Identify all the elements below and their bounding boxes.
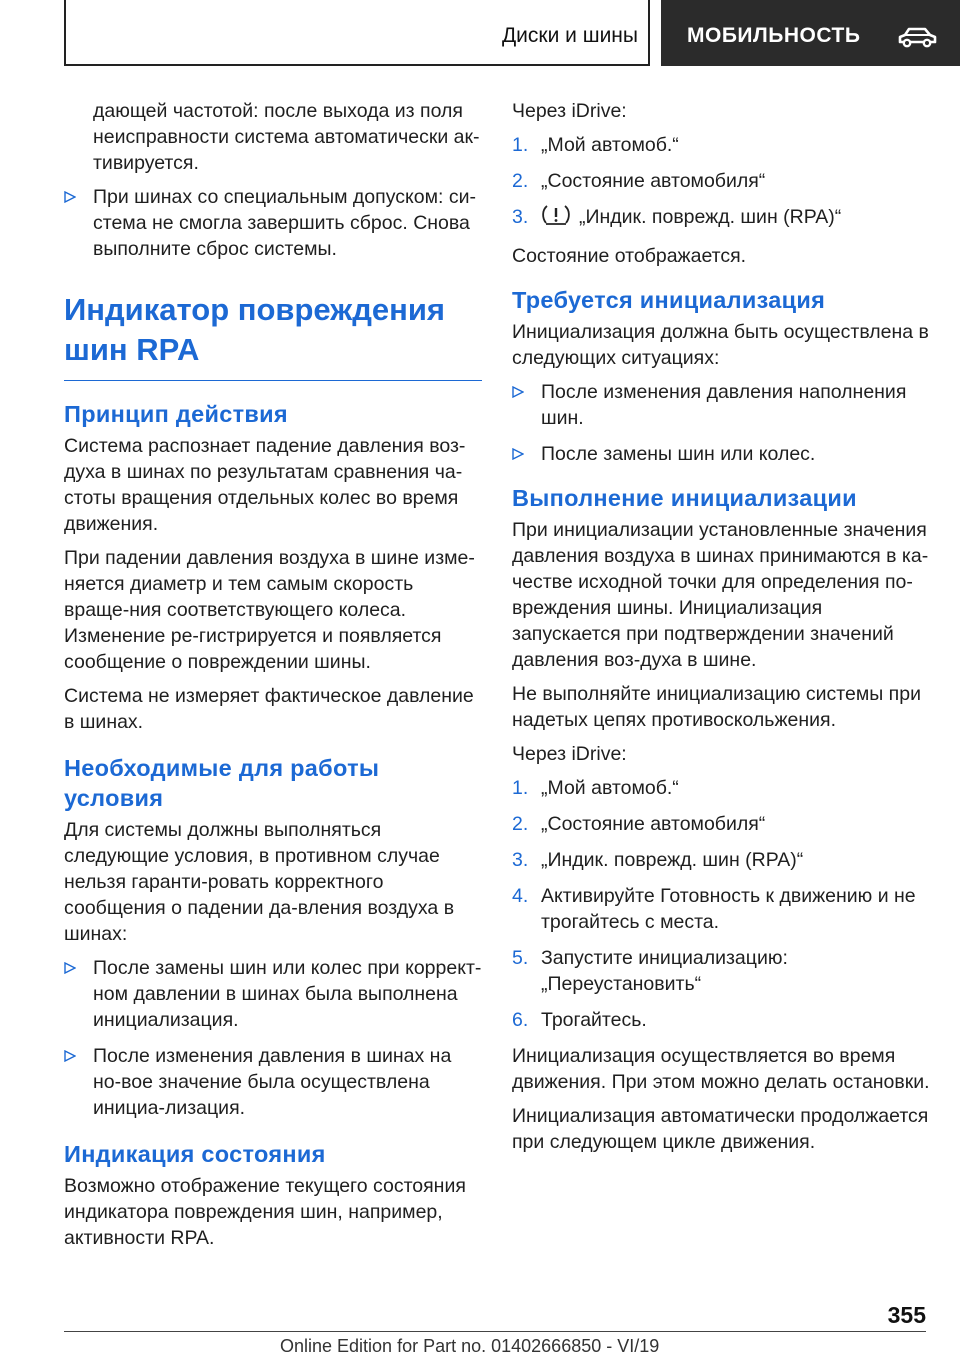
step-item bbox=[512, 775, 932, 801]
car-icon bbox=[896, 26, 938, 53]
step-item bbox=[512, 132, 932, 158]
step-text: „Мой автомоб.“ bbox=[541, 777, 679, 799]
step-text: „Состояние автомобиля“ bbox=[541, 170, 766, 192]
heading-init-required: Требуется инициализация bbox=[512, 287, 826, 313]
step-text: Активируйте Готовность к движению и не трогайтесь с места. bbox=[541, 885, 916, 933]
step-text: Запустите инициализацию: „Переустановить“ bbox=[541, 947, 788, 995]
paragraph: При падении давления воздуха в шине изме-няется диаметр и тем самым скорость враще-ния соответствующего колеса. Изменение ре-гистрируется и появляется сообщение о повреждении шины. bbox=[64, 547, 475, 673]
footer-divider bbox=[64, 1331, 926, 1332]
heading-perform-init: Выполнение инициализации bbox=[512, 485, 857, 511]
list-item-text: После изменения давления в шинах на но-вое значение была осуществлена инициа-лизация. bbox=[93, 1045, 452, 1119]
step-text: „Индик. поврежд. шин (RPA)“ bbox=[541, 849, 804, 871]
step-item bbox=[512, 945, 932, 997]
step-number: 4. bbox=[512, 885, 529, 907]
left-column bbox=[64, 98, 482, 1259]
step-item bbox=[512, 168, 932, 194]
paragraph: Через iDrive: bbox=[512, 100, 627, 122]
heading-conditions: Необходимые для работы условия bbox=[64, 755, 380, 811]
step-number: 1. bbox=[512, 777, 529, 799]
paragraph: Возможно отображение текущего состояния индикатора повреждения шин, например, активности RPA. bbox=[64, 1175, 466, 1249]
list-item bbox=[64, 955, 482, 1033]
list-item bbox=[512, 441, 932, 467]
step-number: 2. bbox=[512, 170, 529, 192]
intro-continuation: дающей частотой: после выхода из поля неисправности система автоматически ак-тивируется. bbox=[93, 100, 480, 174]
paragraph: Через iDrive: bbox=[512, 743, 627, 765]
heading-status: Индикация состояния bbox=[64, 1141, 326, 1167]
page-title: Индикатор повреждения шин RPA bbox=[64, 290, 482, 381]
paragraph: Инициализация осуществляется во время движения. При этом можно делать остановки. bbox=[512, 1045, 930, 1093]
step-text: „Мой автомоб.“ bbox=[541, 134, 679, 156]
page-number: 355 bbox=[887, 1302, 926, 1328]
step-number: 2. bbox=[512, 813, 529, 835]
paragraph: Не выполняйте инициализацию системы при надетых цепях противоскольжения. bbox=[512, 683, 921, 731]
step-item bbox=[512, 847, 932, 873]
step-text: „Состояние автомобиля“ bbox=[541, 813, 766, 835]
step-text: „Индик. поврежд. шин (RPA)“ bbox=[579, 206, 842, 228]
step-item bbox=[512, 1007, 932, 1033]
paragraph: При инициализации установленные значения давления воздуха в шинах принимаются в ка-честве исходной точки для определения по-вреждения шины. Инициализация запускается при подтверждении значений давления воз-духа в шине. bbox=[512, 519, 929, 671]
step-number: 3. bbox=[512, 849, 529, 871]
tire-warning-icon bbox=[541, 204, 571, 233]
step-text: Трогайтесь. bbox=[541, 1009, 647, 1031]
page-header bbox=[64, 0, 960, 66]
paragraph: Система не измеряет фактическое давление в шинах. bbox=[64, 685, 474, 733]
step-item bbox=[512, 204, 932, 233]
step-number: 6. bbox=[512, 1009, 529, 1031]
list-item-text: После замены шин или колес. bbox=[541, 443, 816, 465]
heading-principle: Принцип действия bbox=[64, 401, 288, 427]
step-item bbox=[512, 883, 932, 935]
paragraph: Инициализация должна быть осуществлена в следующих ситуациях: bbox=[512, 321, 929, 369]
list-item bbox=[64, 184, 482, 262]
bullet-triangle-icon bbox=[64, 191, 76, 203]
paragraph: Система распознает падение давления воз-духа в шинах по результатам сравнения ча-стоты вращения отдельных колес во время движения. bbox=[64, 435, 466, 535]
header-chapter-label: МОБИЛЬНОСТЬ bbox=[687, 24, 861, 47]
header-chapter-tab[interactable] bbox=[661, 0, 960, 66]
step-item bbox=[512, 811, 932, 837]
header-section-title: Диски и шины bbox=[501, 24, 638, 47]
paragraph: Инициализация автоматически продолжается при следующем цикле движения. bbox=[512, 1105, 929, 1153]
list-item bbox=[64, 1043, 482, 1121]
bullet-triangle-icon bbox=[64, 1050, 76, 1062]
step-number: 5. bbox=[512, 947, 529, 969]
bullet-triangle-icon bbox=[512, 386, 524, 398]
bullet-triangle-icon bbox=[64, 962, 76, 974]
list-item-text: После изменения давления наполнения шин. bbox=[541, 381, 907, 429]
bullet-triangle-icon bbox=[512, 448, 524, 460]
list-item-text: При шинах со специальным допуском: си-стема не смогла завершить сброс. Снова выполните сброс системы. bbox=[93, 186, 476, 260]
list-item-text: После замены шин или колес при коррект-ном давлении в шинах была выполнена инициализация. bbox=[93, 957, 482, 1031]
step-number: 3. bbox=[512, 206, 529, 228]
footer-edition-text: Online Edition for Part no. 01402666850 - VI/19 bbox=[280, 1336, 660, 1356]
step-number: 1. bbox=[512, 134, 529, 156]
paragraph: Состояние отображается. bbox=[512, 245, 747, 267]
right-column bbox=[512, 98, 932, 1163]
paragraph: Для системы должны выполняться следующие условия, в противном случае нельзя гаранти-ровать корректного сообщения о падении да-вления воздуха в шинах: bbox=[64, 819, 455, 945]
list-item bbox=[512, 379, 932, 431]
